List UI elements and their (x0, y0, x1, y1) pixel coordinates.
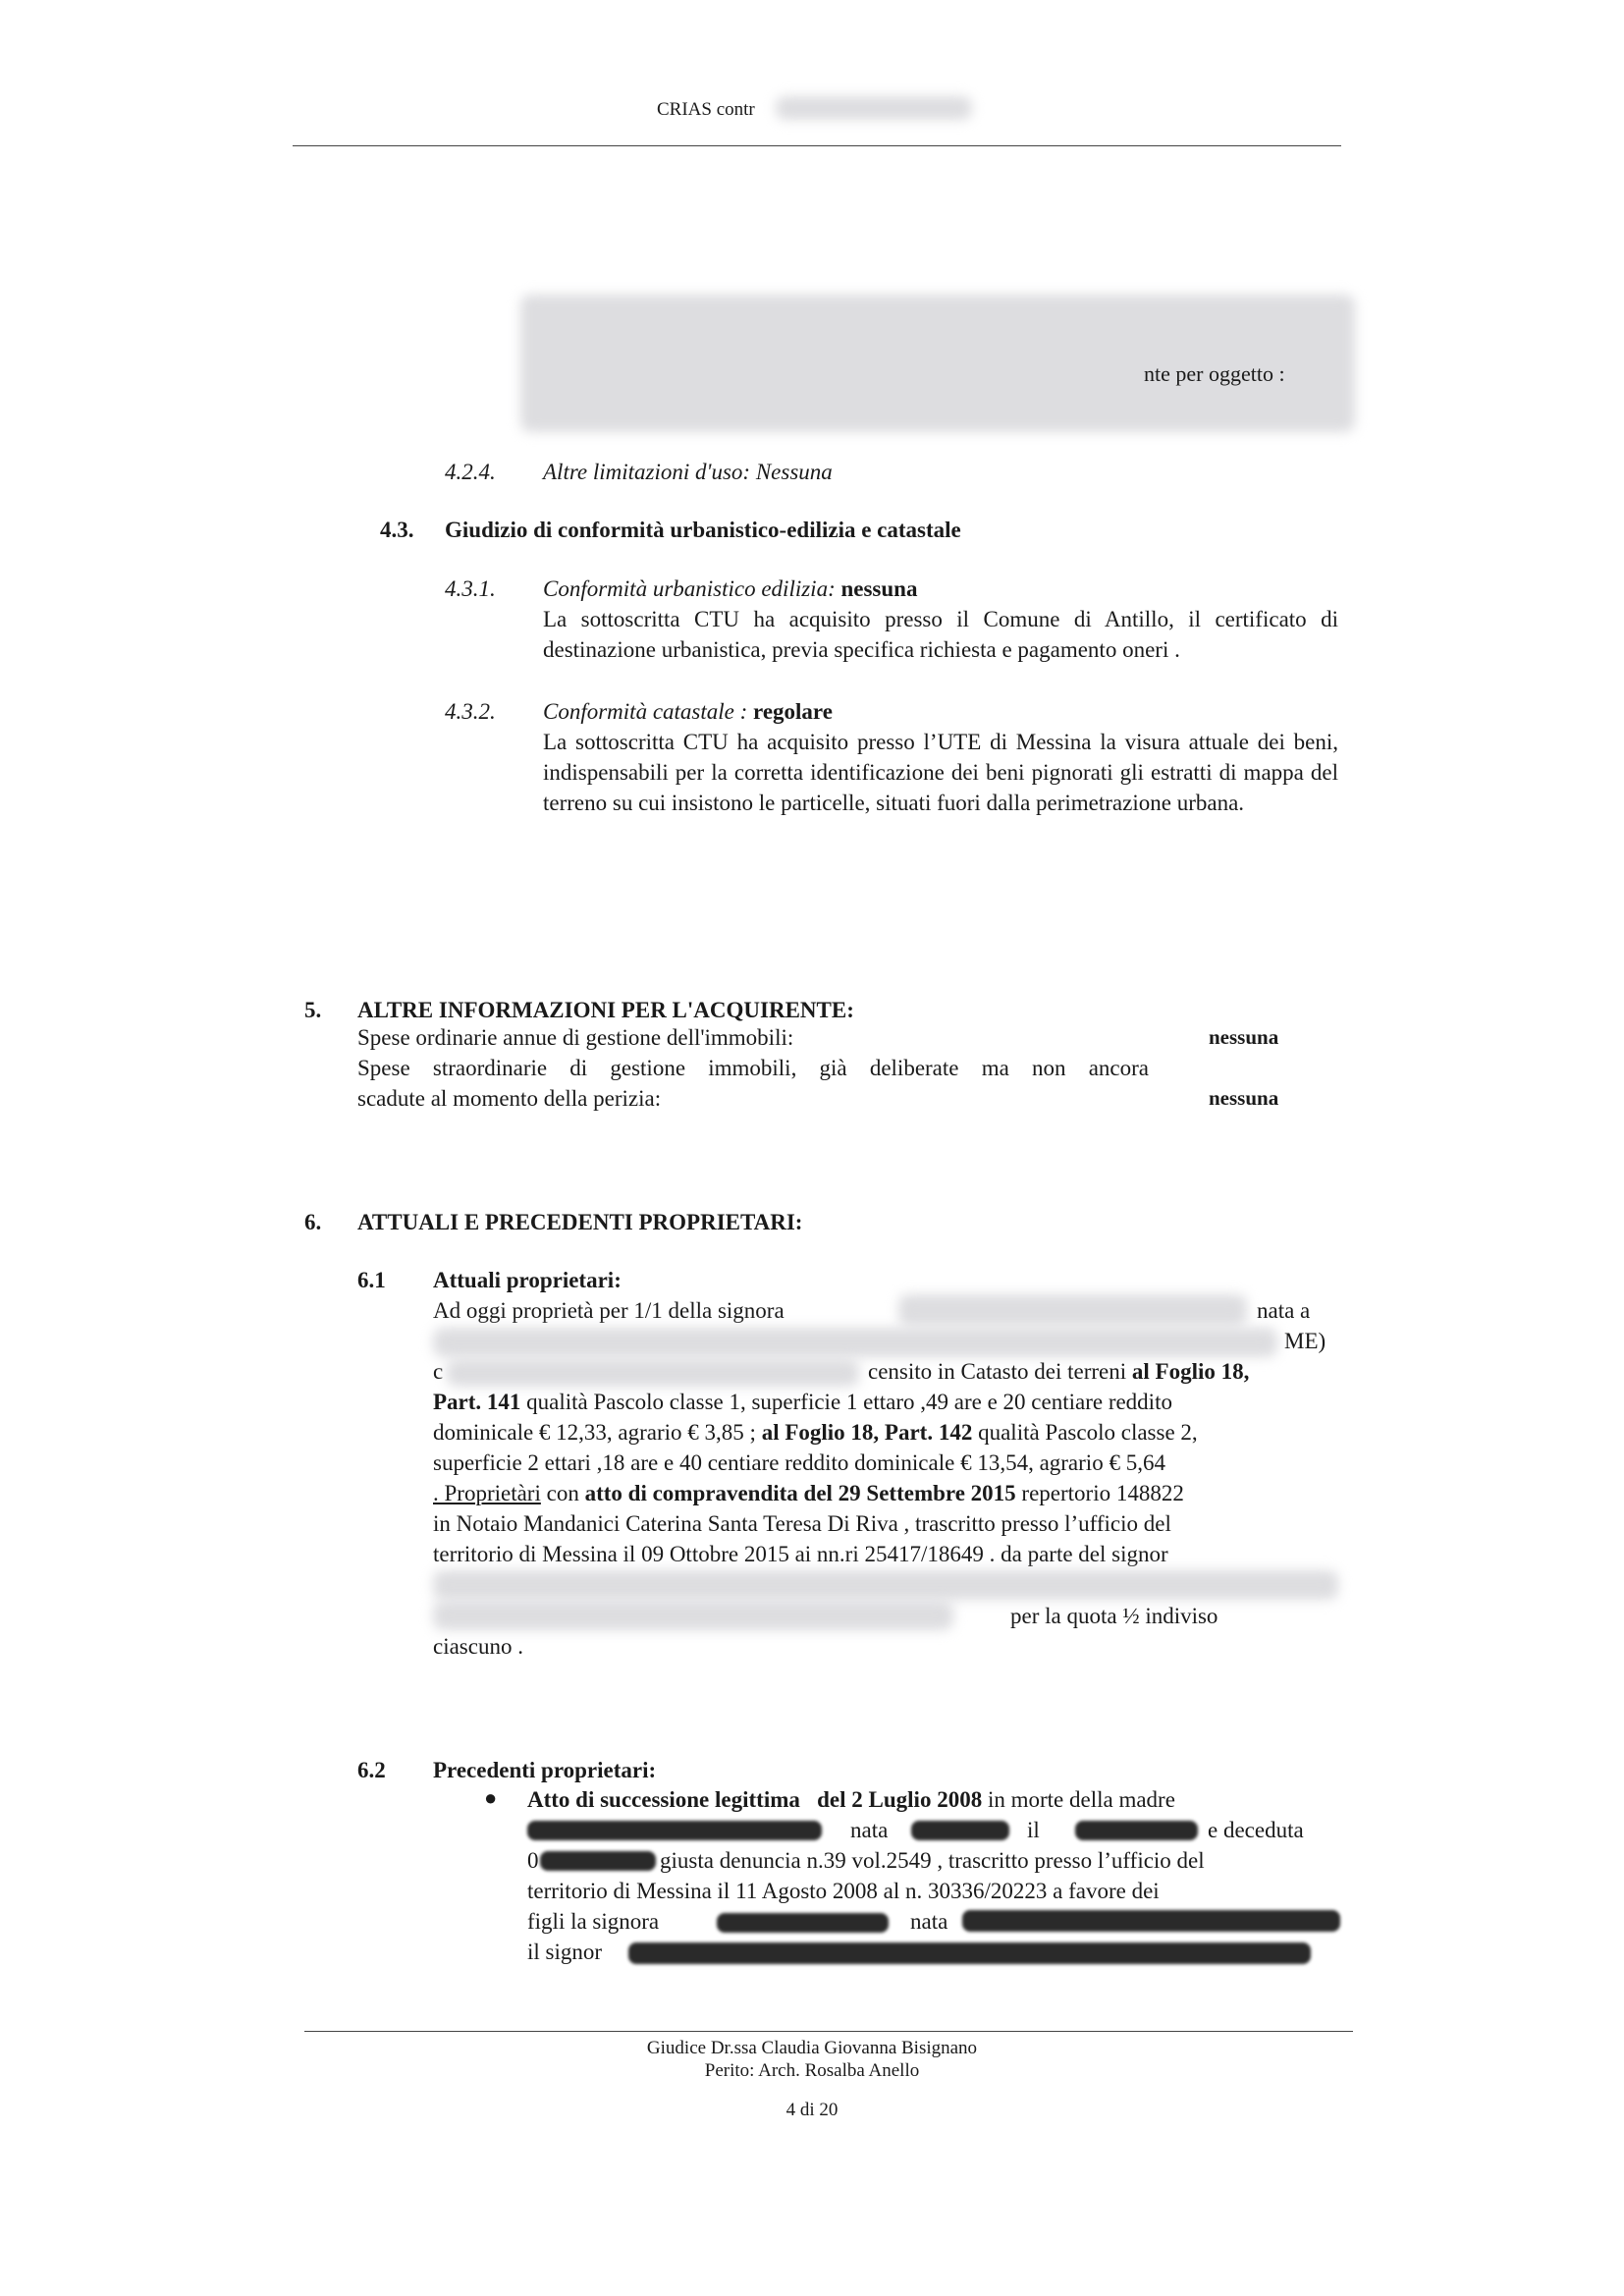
section-4-3-number: 4.3. (380, 518, 414, 542)
section-4-2-4-label: Altre limitazioni d'uso: (543, 460, 751, 484)
s62-line2c: e deceduta (1208, 1818, 1304, 1842)
section-5-row1-label: Spese ordinarie annue di gestione dell'immobili: (357, 1025, 794, 1050)
s61-line9: territorio di Messina il 09 Ottobre 2015 ai nn.ri 25417/18649 . da parte del signor (433, 1542, 1168, 1566)
s62-line3b: giusta denuncia n.39 vol.2549 , trascritto presso l’ufficio del (660, 1848, 1205, 1873)
redaction-header (776, 96, 972, 120)
section-6-2-title: Precedenti proprietari: (433, 1758, 657, 1782)
page-number: 4 di 20 (785, 2100, 839, 2120)
s62-line6a: il signor (527, 1940, 603, 1964)
section-4-3-2-value: regolare (753, 699, 833, 724)
s62-line3a: 0 (527, 1848, 539, 1873)
s61-line7 (433, 1478, 1184, 1508)
s61-line6: superficie 2 ettari ,18 are e 40 centiare reddito dominicale € 13,54, agrario € 5,64 (433, 1450, 1165, 1475)
s61-line1a: Ad oggi proprietà per 1/1 della signora (433, 1298, 785, 1323)
section-6-number: 6. (304, 1210, 322, 1234)
s62-line2a: nata (850, 1818, 889, 1842)
redaction-daughter-name (717, 1913, 889, 1933)
s61-line4a: Part. 141 (433, 1390, 521, 1414)
redaction-fiscal-code (447, 1359, 859, 1387)
s61-line2: ME) (1284, 1329, 1326, 1353)
s61-line4b: qualità Pascolo classe 1, superficie 1 ettaro ,49 are e 20 centiare reddito (526, 1390, 1172, 1414)
s62-line1c: in morte della madre (987, 1787, 1175, 1812)
footer-judge: Giudice Dr.ssa Claudia Giovanna Bisignano (646, 2038, 978, 2058)
s61-line3 (868, 1356, 1249, 1387)
section-4-3-2-label: Conformità catastale : (543, 699, 748, 724)
section-5-title: ALTRE INFORMAZIONI PER L'ACQUIRENTE: (357, 998, 854, 1022)
s61-line7b: con (546, 1481, 579, 1505)
section-5-row2-label-1: Spese straordinarie di gestione immobili, già deliberate ma non ancora (357, 1056, 1149, 1080)
section-6-1-title: Attuali proprietari: (433, 1268, 622, 1292)
s61-line5a: dominicale € 12,33, agrario € 3,85 ; (433, 1420, 756, 1445)
s61-line3a: c (433, 1359, 444, 1384)
section-4-2-4 (543, 457, 833, 487)
redaction-owner-birth (433, 1328, 1277, 1357)
s62-line2b: il (1027, 1818, 1040, 1842)
section-4-3-1-value: nessuna (840, 576, 918, 601)
s62-line1 (527, 1784, 1175, 1815)
s61-line3c: al Foglio 18, (1131, 1359, 1250, 1384)
section-4-3-1-text: La sottoscritta CTU ha acquisito presso il Comune di Antillo, il certificato di destinazione urbanistica, previa specifica richiesta e pagamento oneri . (543, 607, 1338, 662)
s61-line5 (433, 1417, 1198, 1448)
redaction-mother-name (527, 1821, 822, 1840)
bullet-dot: ● (484, 1785, 498, 1810)
s62-line5b: nata (910, 1909, 948, 1934)
s61-line7a: . Proprietàri (433, 1481, 541, 1505)
s61-line4 (433, 1387, 1172, 1417)
s61-line5b: al Foglio 18, Part. 142 (761, 1420, 973, 1445)
section-6-2-number: 6.2 (357, 1758, 386, 1782)
s61-line1b: nata a (1257, 1298, 1311, 1323)
s61-line8: in Notaio Mandanici Caterina Santa Teresa Di Riva , trascritto presso l’ufficio del (433, 1511, 1171, 1536)
s62-line1b: del 2 Luglio 2008 (817, 1787, 983, 1812)
redaction-mother-birthplace (911, 1821, 1009, 1840)
redaction-son-name (628, 1942, 1311, 1964)
s61-line7d: repertorio 148822 (1021, 1481, 1184, 1505)
redaction-death-date (540, 1851, 656, 1871)
section-6-1-number: 6.1 (357, 1268, 386, 1292)
redaction-seller-1 (433, 1570, 1338, 1600)
redaction-owner-name (898, 1294, 1247, 1326)
section-4-3-title: Giudizio di conformità urbanistico-edilizia e catastale (445, 518, 961, 542)
footer-rule (304, 2031, 1353, 2032)
redaction-seller-2 (433, 1601, 953, 1630)
top-fragment: nte per oggetto : (1144, 361, 1285, 386)
s62-line4: territorio di Messina il 11 Agosto 2008 al n. 30336/20223 a favore dei (527, 1879, 1160, 1903)
footer-expert: Perito: Arch. Rosalba Anello (704, 2060, 920, 2081)
section-4-2-4-value: Nessuna (755, 460, 833, 484)
s61-line12: ciascuno . (433, 1634, 523, 1659)
s61-line3b: censito in Catasto dei terreni (868, 1359, 1127, 1384)
s61-line11: per la quota ½ indiviso (1010, 1604, 1218, 1628)
header-title: CRIAS contr (657, 99, 755, 120)
redaction-mother-birthdate (1075, 1821, 1198, 1840)
s61-line7c: atto di compravendita del 29 Settembre 2015 (584, 1481, 1016, 1505)
s61-line5c: qualità Pascolo classe 2, (978, 1420, 1198, 1445)
s62-line1a: Atto di successione legittima (527, 1787, 800, 1812)
section-4-3-1-label: Conformità urbanistico edilizia: (543, 576, 836, 601)
header-rule (293, 145, 1341, 146)
section-6-title: ATTUALI E PRECEDENTI PROPRIETARI: (357, 1210, 803, 1234)
section-4-3-1-number: 4.3.1. (445, 576, 496, 601)
section-4-3-2-heading (543, 696, 833, 727)
section-5-row2-value: nessuna (1209, 1086, 1279, 1110)
section-4-3-2-number: 4.3.2. (445, 699, 496, 724)
section-4-2-4-number: 4.2.4. (445, 460, 496, 484)
s62-line5a: figli la signora (527, 1909, 660, 1934)
section-5-number: 5. (304, 998, 322, 1022)
section-5-row2-label-2: scadute al momento della perizia: (357, 1086, 662, 1111)
section-4-3-2-text: La sottoscritta CTU ha acquisito presso l’UTE di Messina la visura attuale dei beni, indispensabili per la corretta identificazione dei beni pignorati gli estratti di mappa del terreno su cui insistono le particelle, situati fuori dalla perimetrazione urbana. (543, 730, 1338, 815)
section-4-3-1-heading (543, 574, 917, 604)
redaction-daughter-birth (962, 1910, 1340, 1932)
section-5-row1-value: nessuna (1209, 1025, 1279, 1049)
